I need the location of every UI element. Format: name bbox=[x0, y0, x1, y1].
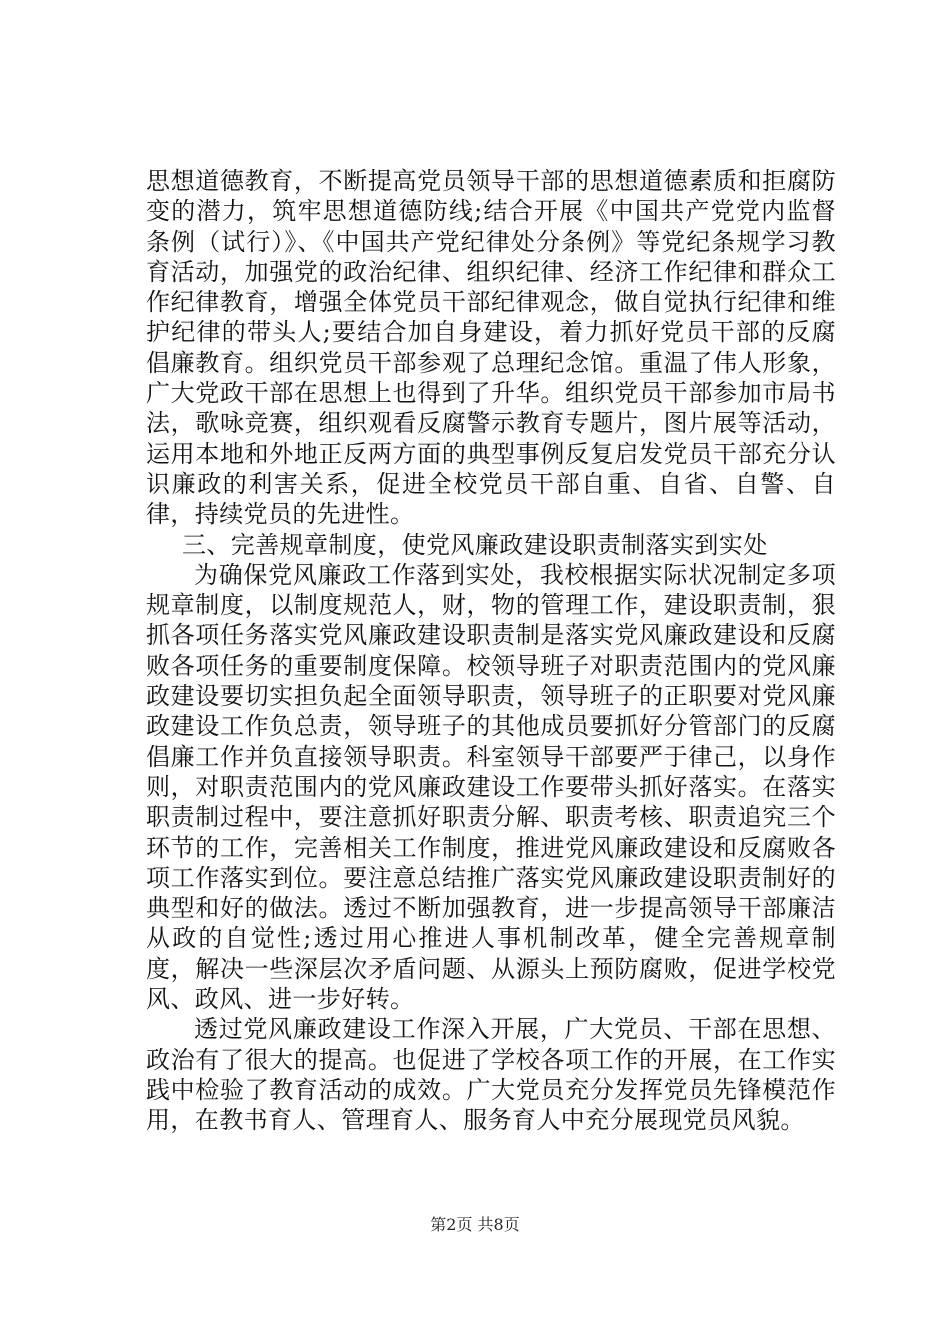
section-heading: 三、完善规章制度，使党风廉政建设职责制落实到实处 bbox=[182, 530, 768, 559]
paragraph-results: 透过党风廉政建设工作深入开展，广大党员、干部在思想、政治有了很大的提高。也促进了学校各项工作的开展，在工作实践中检验了教育活动的成效。广大党员充分发挥党员先锋模范作用，在教书育人、管理育人、服务育人中充分展现党员风貌。 bbox=[146, 1015, 836, 1135]
document-body bbox=[146, 166, 836, 1136]
paragraph-regulations: 为确保党风廉政工作落到实处，我校根据实际状况制定多项规章制度，以制度规范人，财，物的管理工作，建设职责制，狠抓各项任务落实党风廉政建设职责制是落实党风廉政建设和反腐败各项任务的重要制度保障。校领导班子对职责范围内的党风廉政建设要切实担负起全面领导职责，领导班子的正职要对党风廉政建设工作负总责，领导班子的其他成员要抓好分管部门的反腐倡廉工作并负直接领导职责。科室领导干部要严于律己，以身作则，对职责范围内的党风廉政建设工作要带头抓好落实。在落实职责制过程中，要注意抓好职责分解、职责考核、职责追究三个环节的工作，完善相关工作制度，推进党风廉政建设和反腐败各项工作落实到位。要注意总结推广落实党风廉政建设职责制好的典型和好的做法。透过不断加强教育，进一步提高领导干部廉洁从政的自觉性;透过用心推进人事机制改革，健全完善规章制度，解决一些深层次矛盾问题、从源头上预防腐败，促进学校党风、政风、进一步好转。 bbox=[146, 560, 836, 1014]
paragraph-continuation: 思想道德教育，不断提高党员领导干部的思想道德素质和拒腐防变的潜力，筑牢思想道德防线;结合开展《中国共产党党内监督条例（试行）》、《中国共产党纪律处分条例》等党纪条规学习教育活动，加强党的政治纪律、组织纪律、经济工作纪律和群众工作纪律教育，增强全体党员干部纪律观念，做自觉执行纪律和维护纪律的带头人;要结合加自身建设，着力抓好党员干部的反腐倡廉教育。组织党员干部参观了总理纪念馆。重温了伟人形象，广大党政干部在思想上也得到了升华。组织党员干部参加市局书法，歌咏竞赛，组织观看反腐警示教育专题片，图片展等活动，运用本地和外地正反两方面的典型事例反复启发党员干部充分认识廉政的利害关系，促进全校党员干部自重、自省、自警、自律，持续党员的先进性。 bbox=[146, 167, 836, 529]
page-number: 第2页 共8页 bbox=[430, 1215, 520, 1234]
